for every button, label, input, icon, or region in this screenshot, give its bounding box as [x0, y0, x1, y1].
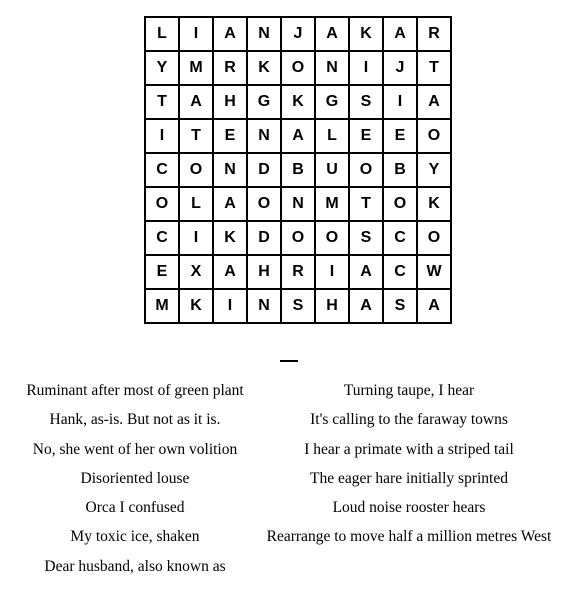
- divider: [280, 360, 298, 362]
- grid-cell: N: [248, 18, 280, 50]
- grid-cell: B: [384, 154, 416, 186]
- grid-cell: A: [214, 188, 246, 220]
- grid-cell: O: [418, 120, 450, 152]
- grid-cell: A: [214, 18, 246, 50]
- grid-cell: I: [350, 52, 382, 84]
- grid-cell: W: [418, 256, 450, 288]
- grid-cell: K: [418, 188, 450, 220]
- clue-list-left: [10, 376, 260, 581]
- grid-cell: O: [146, 188, 178, 220]
- grid-cell: J: [384, 52, 416, 84]
- grid-cell: S: [350, 222, 382, 254]
- grid-cell: A: [350, 290, 382, 322]
- grid-cell: C: [384, 256, 416, 288]
- grid-cell: K: [350, 18, 382, 50]
- grid-cell: A: [282, 120, 314, 152]
- grid-cell: H: [214, 86, 246, 118]
- grid-cell: D: [248, 154, 280, 186]
- clue-text: Loud noise rooster hears: [332, 499, 486, 517]
- clue-text: Turning taupe, I hear: [343, 382, 475, 399]
- grid-cell: O: [282, 222, 314, 254]
- grid-cell: L: [316, 120, 348, 152]
- grid-cell: S: [384, 290, 416, 322]
- clue-text: No, she went of her own volition: [32, 440, 238, 458]
- grid-cell: O: [350, 154, 382, 186]
- grid-cell: E: [214, 120, 246, 152]
- grid-cell: L: [146, 18, 178, 50]
- grid-cell: T: [418, 52, 450, 84]
- grid-cell: I: [384, 86, 416, 118]
- grid-cell: J: [282, 18, 314, 50]
- grid-cell: O: [418, 222, 450, 254]
- clue-text: It's calling to the faraway towns: [310, 411, 508, 429]
- grid-cell: H: [316, 290, 348, 322]
- grid-cell: E: [146, 256, 178, 288]
- grid-cell: H: [248, 256, 280, 288]
- grid-cell: R: [214, 52, 246, 84]
- grid-cell: A: [418, 86, 450, 118]
- grid-cell: T: [146, 86, 178, 118]
- clue-text: Orca I confused: [85, 499, 185, 517]
- grid-cell: A: [214, 256, 246, 288]
- grid-cell: A: [316, 18, 348, 50]
- grid-cell: U: [316, 154, 348, 186]
- clue-text: Rearrange to move half a million metres West: [266, 528, 552, 546]
- clue-text: I hear a primate with a striped tail: [304, 440, 514, 458]
- grid-cell: E: [350, 120, 382, 152]
- grid-cell: M: [180, 52, 212, 84]
- grid-cell: A: [350, 256, 382, 288]
- grid-cell: O: [316, 222, 348, 254]
- grid-cell: I: [146, 120, 178, 152]
- grid-cell: N: [214, 154, 246, 186]
- grid-cell: A: [418, 290, 450, 322]
- grid-cell: Y: [418, 154, 450, 186]
- grid-cell: G: [316, 86, 348, 118]
- grid-cell: N: [282, 188, 314, 220]
- grid-cell: N: [248, 120, 280, 152]
- letter-grid: [144, 16, 452, 324]
- grid-cell: A: [384, 18, 416, 50]
- clue-list-right: [258, 376, 560, 552]
- grid-cell: Y: [146, 52, 178, 84]
- grid-cell: A: [180, 86, 212, 118]
- grid-cell: M: [316, 188, 348, 220]
- grid-cell: C: [146, 222, 178, 254]
- clue-text: Disoriented louse: [80, 469, 190, 487]
- grid-cell: O: [180, 154, 212, 186]
- grid-cell: K: [248, 52, 280, 84]
- grid-cell: S: [282, 290, 314, 322]
- grid-cell: M: [146, 290, 178, 322]
- grid-cell: O: [248, 188, 280, 220]
- grid-cell: I: [180, 18, 212, 50]
- grid-cell: S: [350, 86, 382, 118]
- grid-cell: B: [282, 154, 314, 186]
- grid-cell: I: [214, 290, 246, 322]
- grid-cell: E: [384, 120, 416, 152]
- grid-cell: C: [384, 222, 416, 254]
- grid-cell: O: [384, 188, 416, 220]
- clue-text: Dear husband, also known as: [44, 557, 226, 575]
- clue-text: Ruminant after most of green plant: [26, 382, 244, 399]
- grid-cell: T: [180, 120, 212, 152]
- grid-cell: L: [180, 188, 212, 220]
- grid-cell: C: [146, 154, 178, 186]
- grid-cell: T: [350, 188, 382, 220]
- grid-cell: O: [282, 52, 314, 84]
- grid-cell: K: [214, 222, 246, 254]
- grid-cell: K: [180, 290, 212, 322]
- grid-cell: N: [248, 290, 280, 322]
- grid-cell: R: [282, 256, 314, 288]
- grid-cell: R: [418, 18, 450, 50]
- grid-cell: D: [248, 222, 280, 254]
- grid-cell: X: [180, 256, 212, 288]
- clue-text: Hank, as-is. But not as it is.: [49, 411, 221, 429]
- grid-cell: K: [282, 86, 314, 118]
- clue-text: My toxic ice, shaken: [70, 528, 200, 546]
- clue-text: The eager hare initially sprinted: [310, 469, 508, 487]
- grid-cell: I: [180, 222, 212, 254]
- grid-cell: N: [316, 52, 348, 84]
- grid-cell: G: [248, 86, 280, 118]
- grid-cell: I: [316, 256, 348, 288]
